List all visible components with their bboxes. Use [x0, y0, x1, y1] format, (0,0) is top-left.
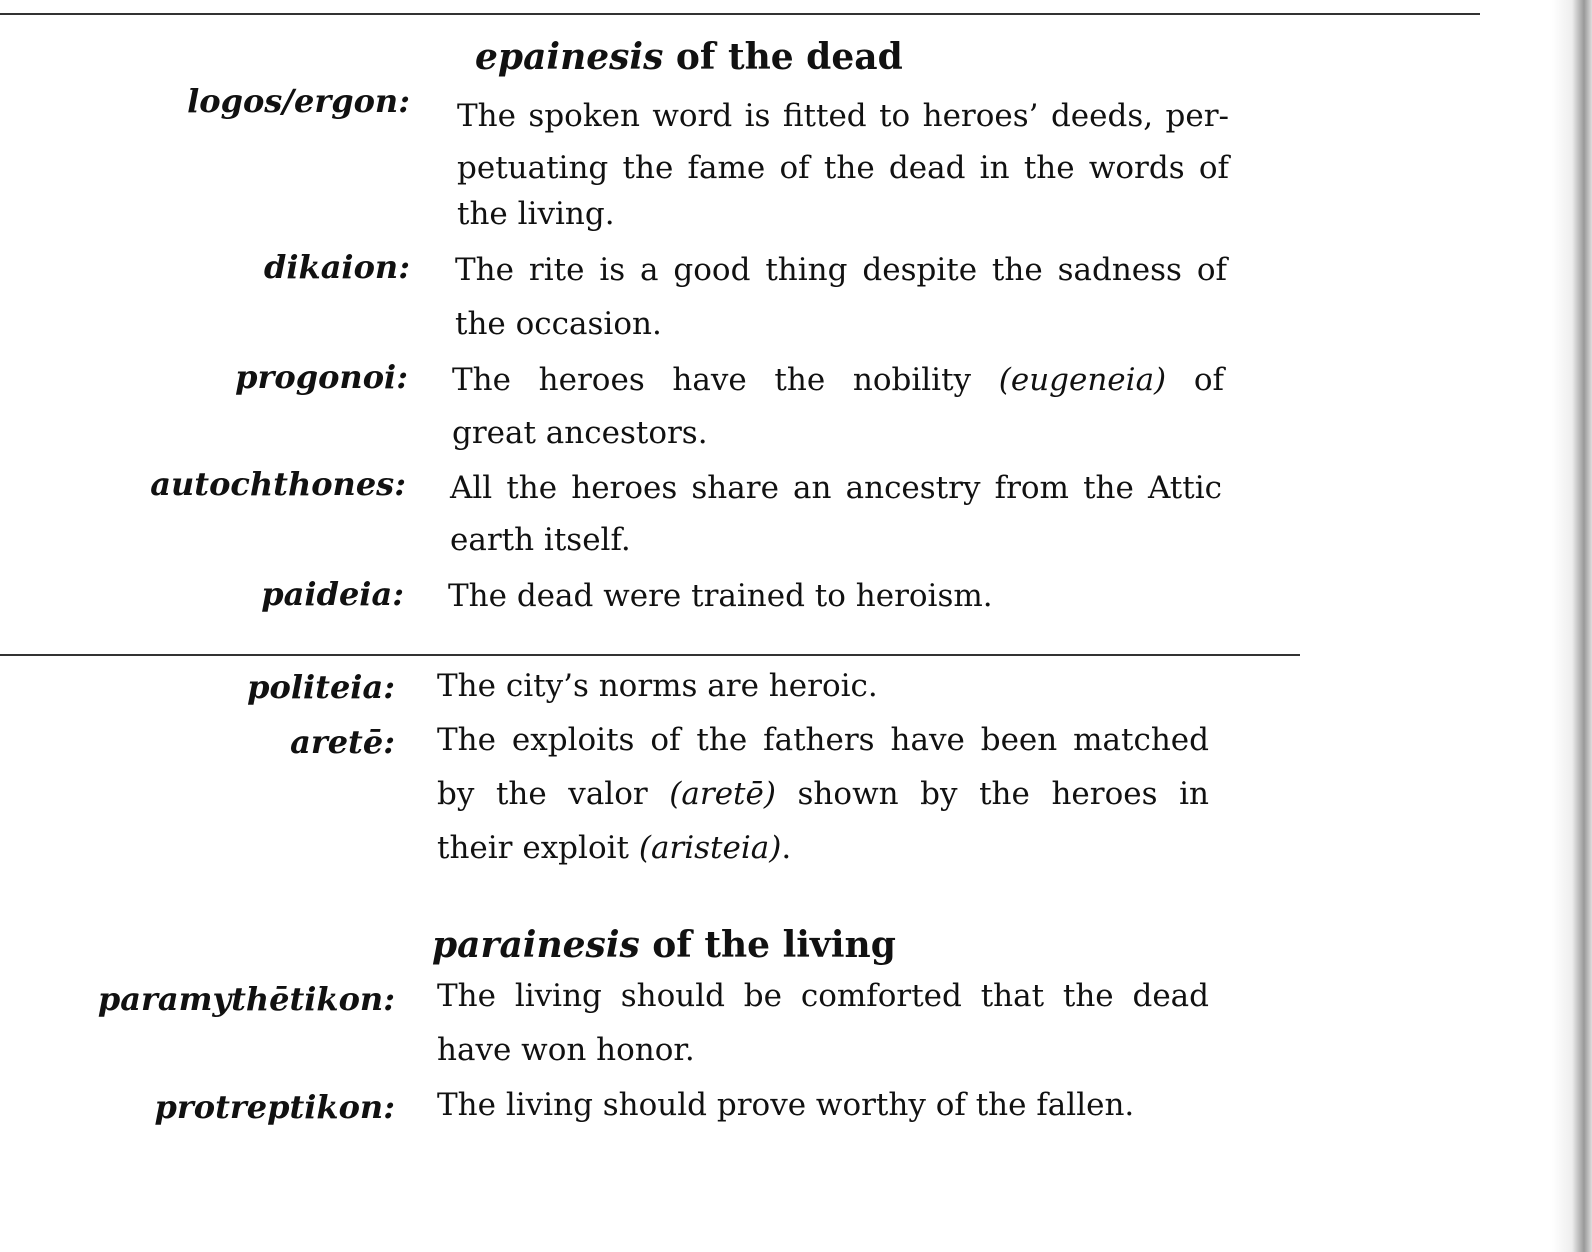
line-text-end: shown by the heroes in [775, 776, 1209, 812]
line-text: All the heroes share an ancestry from the Attic [450, 470, 1222, 506]
entry-term: dikaion: [263, 248, 410, 286]
line-italic-term: (eugeneia) [998, 362, 1167, 398]
definition-line [450, 522, 631, 558]
entry-term: paramythētikon: [97, 980, 395, 1018]
definition-line [457, 196, 615, 232]
line-text: great ancestors. [452, 415, 708, 451]
definition-line [437, 1087, 1134, 1123]
definition-line [457, 98, 1229, 134]
line-italic-term: (aristeia) [638, 830, 782, 866]
entry-term: autochthones: [150, 465, 406, 503]
heading-italic: parainesis [432, 924, 640, 966]
entry-term: logos/ergon: [187, 82, 410, 120]
line-text: The city’s norms are heroic. [437, 668, 878, 704]
line-text: by the valor [437, 776, 670, 812]
line-text: The living should prove worthy of the fallen. [437, 1087, 1135, 1123]
section-heading [432, 924, 896, 966]
line-text: earth itself. [450, 522, 631, 558]
page-edge [1552, 0, 1592, 1252]
line-text: The exploits of the fathers have been matched [437, 722, 1209, 758]
entry-term: paideia: [261, 575, 404, 613]
definition-line [450, 470, 1222, 506]
line-text: The rite is a good thing despite the sadness of [455, 252, 1227, 288]
section-heading [475, 36, 903, 78]
entry-term: aretē: [290, 723, 395, 761]
line-italic-term: (aretē) [669, 776, 776, 812]
definition-line [437, 668, 878, 704]
line-text: The spoken word is fitted to heroes’ deeds, per- [457, 98, 1229, 134]
definition-line [455, 306, 662, 342]
heading-rest: of the dead [663, 36, 903, 78]
definition-line [455, 252, 1227, 288]
definition-line [437, 1032, 695, 1068]
definition-line [457, 150, 1229, 186]
line-text: The heroes have the nobility [452, 362, 999, 398]
definition-line [452, 362, 1224, 398]
line-text-end: of [1166, 362, 1224, 398]
line-text: petuating the fame of the dead in the words of [457, 150, 1229, 186]
definition-line [437, 830, 791, 866]
entry-term: progonoi: [235, 358, 408, 396]
section-divider [0, 654, 1300, 656]
line-text: The living should be comforted that the dead [437, 978, 1209, 1014]
definition-line [452, 415, 708, 451]
entry-term: politeia: [247, 668, 395, 706]
line-text: the occasion. [455, 306, 662, 342]
definition-line [448, 578, 993, 614]
line-text: their exploit [437, 830, 639, 866]
definition-line [437, 978, 1209, 1014]
heading-italic: epainesis [475, 36, 664, 78]
definition-line [437, 722, 1209, 758]
line-text: The dead were trained to heroism. [448, 578, 993, 614]
line-text: have won honor. [437, 1032, 695, 1068]
top-rule [0, 13, 1480, 15]
line-text: the living. [457, 196, 615, 232]
line-text-end: . [781, 830, 792, 866]
heading-rest: of the living [639, 924, 896, 966]
entry-term: protreptikon: [154, 1088, 395, 1126]
definition-line [437, 776, 1209, 812]
